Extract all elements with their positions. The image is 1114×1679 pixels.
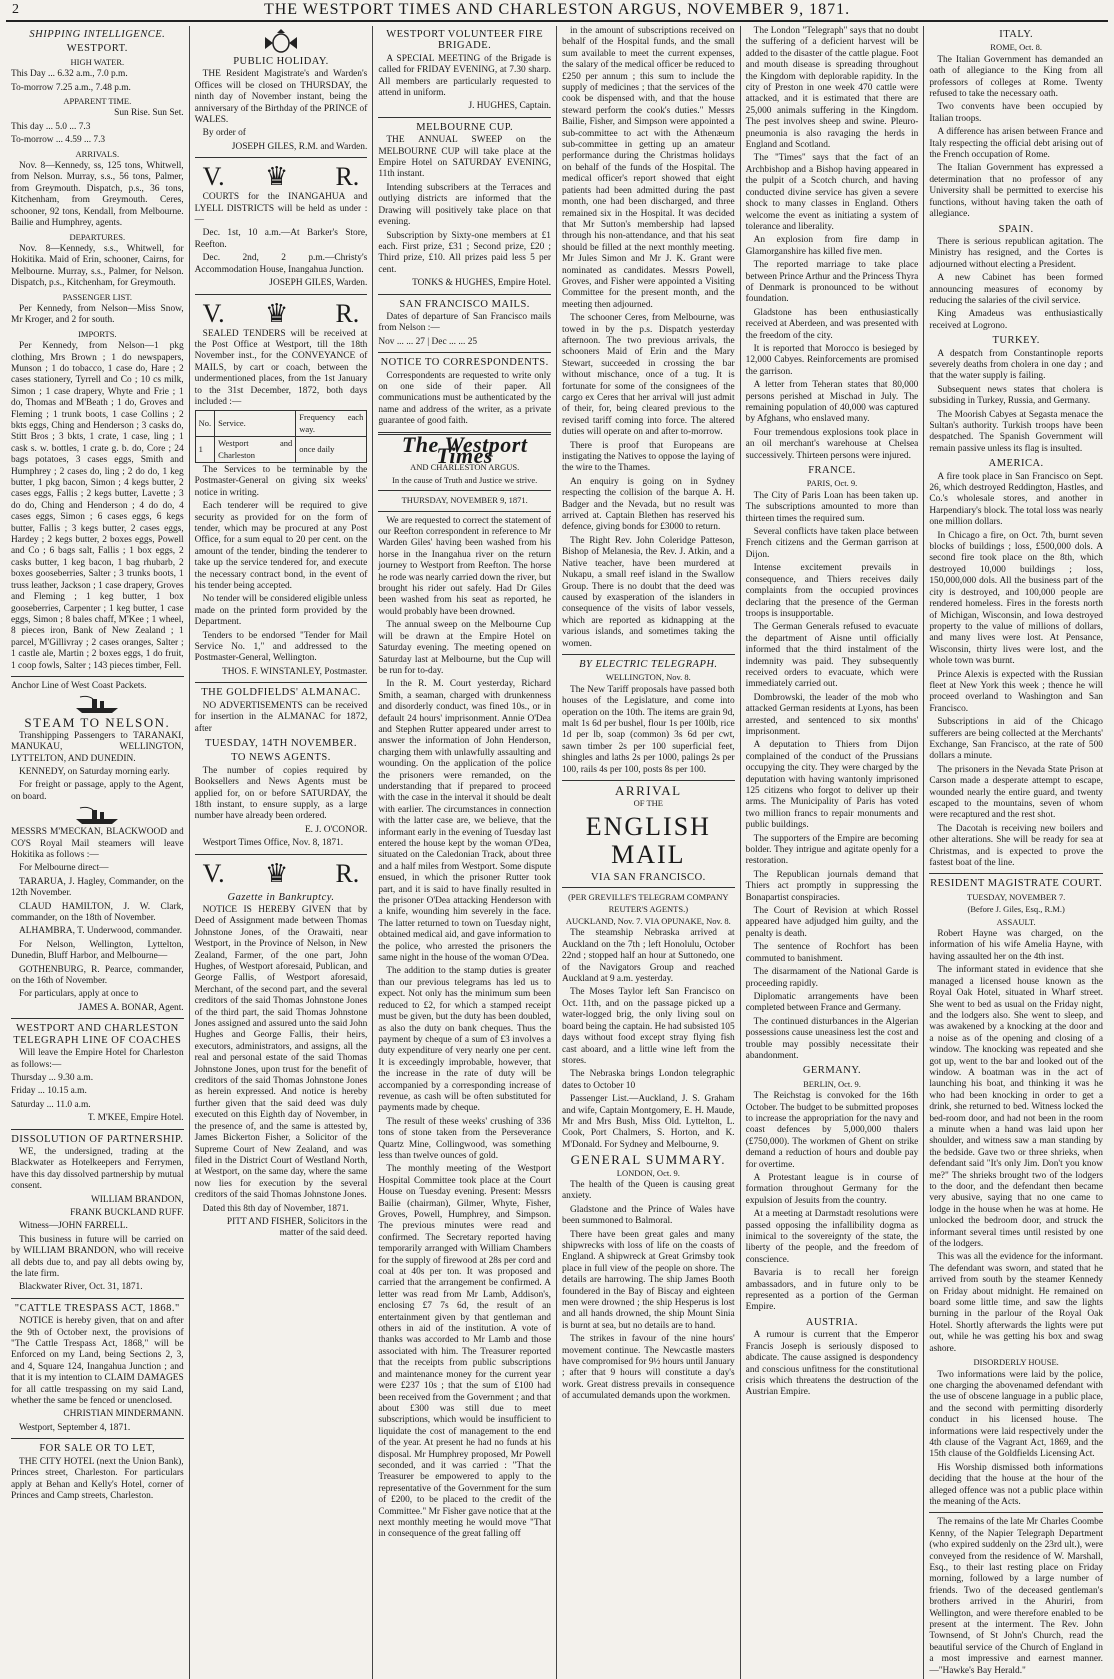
article-paragraph: The sentence of Rochfort has been commuted to banishment.	[745, 942, 919, 964]
ad-signature: JOSEPH GILES, R.M. and Warden.	[231, 141, 368, 152]
ad-text: Transhipping Passengers to TARANAKI, MANUKAU, WELLINGTON, LYTTELTON, AND DUNEDIN.	[11, 730, 184, 764]
ad-heading: STEAM TO NELSON.	[24, 715, 171, 731]
tide-row: This Day ... 6.32 a.m., 7.0 p.m.	[11, 69, 128, 80]
ad-text: Each tenderer will be required to give security as provided for on the form of tender, which may be procured at any Post Office, for a sum equal to 20 per cent. on the amount of the tender, binding the tenderer to take up the service tendered for, and execute the necessary contract bond, in the event of his tender being accepted.	[194, 501, 368, 592]
article-paragraph: It is reported that Morocco is besieged by 12,000 Cabyes. Reinforcements are promised the garrison.	[745, 343, 919, 377]
vr-left: V.	[202, 162, 225, 192]
article-paragraph: The "Times" says that the fact of an Archbishop and a Bishop having appeared in the pulpit of a Scotch church, and having conducted divine service has given a severe shock to many classes in England. Others welcome the event as initiating a system of tolerance and liberality.	[745, 153, 919, 232]
article-paragraph: The City of Paris Loan has been taken up. The subscriptions amounted to more than thirteen times the required sum.	[745, 490, 919, 524]
ad-heading: THE GOLDFIELDS' ALMANAC.	[201, 687, 361, 699]
departures-text: Nov. 8—Kennedy, s.s., Whitwell, for Hokitika. Maid of Erin, schooner, Cairns, for Melbourne. Murray, s.s., Palmer, for Nelson. Dispatch, p.s., Kitchenham, for Greymouth.	[11, 243, 184, 289]
article-paragraph: The strikes in favour of the nine hours' movement continue. The Newcastle masters have compromised for 9½ hours until January ; after that 9 hours will constitute a day's work. Great distress prevails in consequence of accumulated demands upon the workmen.	[562, 1334, 735, 1402]
ad-heading: PUBLIC HOLIDAY.	[233, 56, 329, 67]
columns	[6, 26, 1108, 1676]
article-paragraph: Prince Alexis is expected with the Russian fleet at New York this week ; thence he will proceed overland to Washington and San Francisco.	[929, 669, 1103, 714]
column-1	[6, 26, 190, 1679]
royal-crest-icon	[195, 29, 368, 53]
article-paragraph: Several conflicts have taken place between French citizens and the German garrison at Dijon.	[745, 527, 919, 560]
article-paragraph: Bavaria is to recall her foreign ambassadors, and in future only to be represented as a portion of the German Empire.	[745, 1268, 919, 1313]
sun-row: To-morrow ... 4.59 ... 7.3	[11, 135, 106, 146]
subheading: DISORDERLY HOUSE.	[973, 1357, 1059, 1368]
ad-text: Dates of departure of San Francisco mails from Nelson :—	[378, 311, 551, 334]
ad-text: This business in future will be carried on by WILLIAM BRANDON, who will receive all debts due to, and pay all debts owing by, the late firm.	[11, 1234, 184, 1279]
dateline: BERLIN, Oct. 9.	[803, 1078, 861, 1089]
coach-day: Saturday	[11, 1099, 45, 1110]
divider	[11, 1298, 184, 1299]
table-cell: once daily	[296, 437, 367, 463]
vr-monogram	[195, 299, 368, 329]
subheading: (PER GREVILLE'S TELEGRAM COMPANY REUTER'S AGENTS.)	[568, 892, 729, 914]
article-paragraph: in the amount of subscriptions received on behalf of the Hospital funds, and the small sum available to meet the current expenses, the salary of the medical officer be reduced to £250 per annum ; this sum to include the supply of medicines ; that the services of the cook be dispensed with, and that the house steward perform the cook's duties." Messrs Bailie, Fisher, and Simpson were appointed a sub-committee to act with the Athenæum sub-committee in getting up an amateur performance during the Christmas holidays on behalf of the funds of the Hospital. The medical officer's report showed that eight patients had been admitted during the past month, one had been discharged, and three remained six in the Hospital. It was decided that Mr Sutton's membership had lapsed through his non-attendance, and that his seat should be filled at the next monthly meeting. Mr Jules Simon and Mr J. K. Grant were nominated as candidates. Messrs Powell, Groves, and Fisher were appointed a Visiting Committee for the present month, and the meeting then adjourned.	[562, 26, 735, 310]
ad-text: THE Resident Magistrate's and Warden's Offices will be closed on THURSDAY, the ninth day of November instant, being the anniversary of the Birthday of the PRINCE of WALES.	[194, 69, 368, 126]
article-paragraph: The Italian Government has expressed a determination that no professor of any University shall be permitted to exercise his functions, without having taken the oath of allegiance.	[929, 163, 1103, 220]
divider	[195, 854, 368, 855]
ad-text: SEALED TENDERS will be received at the Post Office at Westport, till the 18th November inst., for the CONVEYANCE of MAILS, by cart or coach, between the undermentioned places, from the 1st January to the 31st December, 1872, both days included :—	[194, 328, 368, 407]
column-4	[557, 26, 741, 1679]
ad-heading: WESTPORT AND CHARLESTON TELEGRAPH LINE OF COACHES	[13, 1023, 182, 1046]
ad-signature: THOS. F. WINSTANLEY, Postmaster.	[222, 666, 368, 677]
article-paragraph: The Nebraska brings London telegraphic dates to October 10	[562, 1069, 735, 1091]
ad-heading: FOR SALE OR TO LET,	[39, 1443, 156, 1455]
newspaper-title: The Westport Times	[401, 431, 528, 468]
article-paragraph: The prisoners in the Nevada State Prison at Carson made a desperate attempt to escape, wounded nearly the entire guard, and twenty escaped to the mountains, seven of whom were recaptured and the rest shot.	[929, 764, 1103, 821]
article-paragraph: Dombrowski, the leader of the mob who attacked German residents at Lyons, has been arrested, and sentenced to six months' imprisonment.	[745, 692, 919, 737]
ad-text: For Melbourne direct—	[19, 863, 109, 874]
column-6	[924, 26, 1108, 1679]
article-paragraph: The addition to the stamp duties is greater than our previous telegrams has led us to expect. Not only has the minimum sum been reduced to £2, for which a stamped receipt must be given, but the duty has been doubled, as also the duty on bank cheques. Thus the payment by cheque of a sum of £3 involves a duty expenditure of very nearly one per cent. It is exceedingly improbable, however, that the increase in the rate of duty will be accompanied by a corresponding increase of revenue, as cash will be often substituted for payments made by cheque.	[378, 966, 551, 1114]
ad-text: The Services to be terminable by the Postmaster-General on giving six weeks' notice in writing.	[194, 464, 368, 498]
ad-text: A SPECIAL MEETING of the Brigade is called for FRIDAY EVENING, at 7.30 sharp. All members are particularly requested to attend in uniform.	[378, 53, 551, 99]
ad-text: For particulars, apply at once to	[19, 989, 139, 1000]
newspaper-motto: In the cause of Truth and Justice we strive.	[392, 474, 538, 485]
divider	[562, 654, 735, 655]
divider	[11, 1438, 184, 1439]
section-heading: RESIDENT MAGISTRATE COURT.	[930, 878, 1103, 890]
vr-left: V.	[202, 858, 225, 888]
article-paragraph: The Republican journals demand that Thiers act promptly in suppressing the Bonapartist conspiracies.	[745, 869, 919, 903]
dateline: WELLINGTON, Nov. 8.	[605, 672, 691, 683]
steamship-icon	[11, 805, 184, 825]
article-paragraph: Robert Hayne was charged, on the information of his wife Amelia Hayne, with having assaulted her on the 4th inst.	[929, 929, 1103, 962]
article-paragraph: The remains of the late Mr Charles Coombe Kenny, of the Napier Telegraph Department (who expired suddenly on the 23rd ult.), were conveyed from the residence of W. Marshall, Esq., to their last resting place on Friday morning, followed by a large number of friends. Two of the deceased gentleman's brothers arrived in the Ahuriri, from Wellington, and were therefore enabled to be present at the interment. The Rev. John Townsend, of St John's Church, read the beautiful service of the Church of England in a most impressive and earnest manner.—"Hawke's Bay Herald."	[929, 1517, 1103, 1676]
article-paragraph: The London "Telegraph" says that no doubt the suffering of a deficient harvest will be added to the disaster of the cattle plague. Foot and mouth disease is spreading throughout the Kingdom with deplorable rapidity. In the city of Preston in one week 470 cattle were attacked, and it is estimated that there are 25,000 animals suffering in the Kingdom. The pest involves sheep and swine. Pleuro-pneumonia is also ravaging the herds in England and Scotland.	[745, 26, 919, 151]
sun-row: This day ... 5.0 ... 7.3	[11, 121, 91, 132]
tide-row: To-morrow 7.25 a.m., 7.48 p.m.	[11, 82, 131, 93]
article-paragraph: The Moorish Cabyes at Segasta menace the Sultan's authority. Turkish troops have been despatched. The Spanish Government will remain passive unless its flag is insulted.	[929, 409, 1103, 454]
ad-text: Dec. 1st, 10 a.m.—At Barker's Store, Reefton.	[194, 228, 368, 250]
article-paragraph: The Reichstag is convoked for the 16th October. The budget to be submitted proposes to increase the appropriation for the navy and coast defences by 5,000,000 thalers (£750,000). The workmen of Ghent on strike demand a reduction of hours and double pay for overtime.	[745, 1091, 919, 1170]
ad-signature: PITT AND FISHER, Solicitors in the matter of the said deed.	[226, 1216, 368, 1239]
divider	[195, 157, 368, 158]
section-heading: GENERAL SUMMARY.	[570, 1152, 727, 1168]
article-paragraph: There is proof that Europeans are instigating the Natives to oppose the laying of the wire to the Thames.	[562, 440, 735, 474]
article-paragraph: A difference has arisen between France and Italy respecting the official debt arising out of the French occupation of Rome.	[929, 127, 1103, 161]
divider	[378, 117, 551, 118]
article-paragraph: The Italian Government has demanded an oath of allegiance to the King from all professors of colleges at Rome. Twenty refused to take the necessary oath.	[929, 54, 1103, 100]
article-paragraph: Passenger List.—Auckland, J. S. Graham and wife, Captain Montgomery, E. H. Maude, Mr and Mrs Bush, Miss Old. Lyttelton, L. Cook, Port Chalmers, S. Horton, and K. M'Donald. For Sydney and Melbourne, 9.	[562, 1094, 735, 1150]
ad-signature: J. HUGHES, Captain.	[468, 101, 551, 112]
ad-heading: SAN FRANCISCO MAILS.	[399, 298, 530, 310]
subheading: ASSAULT.	[996, 916, 1036, 927]
ad-text: NO ADVERTISEMENTS can be received for insertion in the ALMANAC for 1872, after	[194, 700, 368, 734]
article-paragraph: The informant stated in evidence that she managed a licensed house known as the Royal Oak Hotel, situated in Wharf street. She went to bed as usual on the Friday night, and the lodgers also. She went to sleep, and was awakened by a knocking at the door and a noise as of the opening and closing of a window. The knocking was repeated and she got up, went to the bar and looked out of the window. A boatman was in the act of launching his boat, and thinking it was he who had been knocking in order to get a drink, she returned to bed. Witness locked the bed-room door, and had not been in the room a minute when a hand was laid upon her shoulder, and witness saw a man standing by the bedside. Gave two or three shrieks, when defendant said "It's only Jim. Don't you know me?" The shrieks brought two of the lodgers to the door, and the defendant then became very abusive, saying that no one came to lodge in the house when he was at home. He unlocked the bedroom door, and struck the informant several times until resisted by one of the lodgers.	[929, 965, 1103, 1250]
article-paragraph: Four tremendous explosions took place in an oil merchant's warehouse at Chelsea successively. Thirteen persons were injured.	[745, 427, 919, 461]
ad-date: TUESDAY, 14TH NOVEMBER.	[204, 737, 358, 749]
article-paragraph: The reported marriage to take place between Prince Arthur and the Princess Thyra of Denmark is pronounced to be without foundation.	[745, 260, 919, 305]
article-paragraph: Gladstone and the Prince of Wales have been summoned to Balmoral.	[562, 1204, 735, 1227]
ad-date: Westport, September 4, 1871.	[19, 1422, 131, 1433]
article-paragraph: The New Tariff proposals have passed both houses of the Legislature, and come into operation on the 10th. The items are grain 9d, malt 1s 6d per bushel, flour 1s per 100lb, rice 1d per lb, soap (common) 3s 6d per cwt, sawn timber 2s per 100 superficial feet, shingles and laths 2s per 1000, palings 2s per 100, rails 4s per 100, posts 8s per 100.	[562, 684, 735, 775]
article-paragraph: There have been great gales and many shipwrecks with loss of life on the coasts of England. A shipwreck at Great Grimsby took place in full view of the people on shore. The details are harrowing. The ship James Booth foundered in the Bay of Biscay and eighteen men were drowned ; the ship Hesperus is lost and all hands drowned, the ship Mount Sinia is burnt at sea, but no details are to hand.	[562, 1229, 735, 1331]
table-cell: 1	[195, 437, 215, 463]
ad-text: WE, the undersigned, trading at the Blackwater as Hotelkeepers and Ferrymen, have this day dissolved partnership by mutual consent.	[11, 1146, 184, 1192]
coach-day: Thursday	[11, 1072, 47, 1083]
subheading: OF THE	[633, 798, 664, 809]
article-paragraph: His Worship dismissed both informations deciding that the house at the hour of the alleged offence was not a public place within the meaning of the Acts.	[929, 1462, 1103, 1507]
article-paragraph: An explosion from fire damp in Glamorganshire has killed five men.	[745, 235, 919, 257]
ad-text: NOTICE IS HEREBY GIVEN that by Deed of Assignment made between Thomas Johnstone Jones, of the Orawaiti, near Westport, in the Province of Nelson, in New Zealand, Farmer, of the one part, John Hughes, of Westport aforesaid, Publican, and George Fallis, of Westport aforesaid, Merchant, of the second part, and the several creditors of the said Thomas Johnstone Jones of the third part, the said Thomas Johnstone Jones assigned and assured unto the said John Hughes and George Fallis, their heirs, executors, administrators, and assigns, all the real and personal estate of the said Thomas Johnstone Jones, upon trust for the benefit of creditors of the said Thomas Johnstone Jones as herein expressed. And notice is hereby further given that the said deed was duly executed on this Eighth day of November, in the presence of, and the same is attested by, James Bickerton Fisher, a Solicitor of the Supreme Court of New Zealand, and was filed in the District Court of Westland North, at Westport, on the same day, where the same now lies for execution by the several creditors of the said Thomas Johnstone Jones.	[194, 904, 368, 1201]
article-paragraph: The continued disturbances in the Algerian possessions cause uneasiness lest the cost and trouble may possibly necessitate their abandonment.	[745, 1016, 919, 1061]
ad-text: For Nelson, Wellington, Lyttelton, Dunedin, Bluff Harbor, and Melbourne—	[11, 939, 184, 962]
page-number: 2	[12, 2, 19, 17]
section-heading: ARRIVAL	[615, 783, 682, 798]
column-5	[741, 26, 925, 1679]
ad-text: Subscription by Sixty-one members at £1 each. First prize, £31 ; Second prize, £20 ; Third prize, £10. All prizes paid less 5 per cent.	[378, 230, 551, 275]
ad-heading: WESTPORT VOLUNTEER FIRE BRIGADE.	[386, 29, 544, 52]
article-paragraph: Gladstone has been enthusiastically received at Aberdeen, and was presented with the freedom of the city.	[745, 307, 919, 341]
ad-line: Anchor Line of West Coast Packets.	[11, 680, 147, 691]
divider	[929, 873, 1103, 874]
divider	[929, 1512, 1103, 1513]
coach-time: 11.0 a.m.	[56, 1099, 91, 1110]
divider	[562, 780, 735, 781]
dateline: PARIS, Oct. 9.	[806, 478, 858, 489]
ad-text: THE ANNUAL SWEEP on the MELBOURNE CUP will take place at the Empire Hotel on SATURDAY EVENING, 11th instant.	[378, 135, 551, 180]
article-paragraph: Two convents have been occupied by Italian troops.	[929, 102, 1103, 124]
section-heading: FRANCE.	[808, 465, 856, 477]
divider	[11, 1129, 184, 1130]
article-paragraph: A new Cabinet has been formed announcing measures of economy by reducing the salaries of the civil service.	[929, 273, 1103, 306]
article-paragraph: There is serious republican agitation. The Ministry has resigned, and the Cortes is adjourned without electing a President.	[929, 236, 1103, 270]
article-paragraph: Subsequent news states that cholera is subsiding in Turkey, Russia, and Germany.	[929, 384, 1103, 407]
crown-icon: ♛	[265, 298, 289, 328]
table-header: Service.	[215, 411, 296, 437]
subheading: HIGH WATER.	[70, 56, 125, 67]
ad-text: No tender will be considered eligible unless made on the printed form provided by the Department.	[194, 594, 368, 628]
dateline: AUCKLAND, Nov. 7. VIA OPUNAKE, Nov. 8.	[565, 916, 731, 927]
ad-text: NOTICE is hereby given, that on and after the 9th of October next, the provisions of "The Cattle Trespass Act, 1868," will be Enforced on my Land, being Sections 2, 3, and 4, Square 124, Inangahua Junction ; and that it is my intention to CLAIM DAMAGES for all cattle trespassing on my said Land, whether the same be fenced or unenclosed.	[11, 1316, 184, 1407]
ad-date: Westport Times Office, Nov. 8, 1871.	[202, 838, 344, 849]
divider	[11, 676, 184, 677]
dateline: ROME, Oct. 8.	[990, 42, 1043, 53]
vr-monogram	[195, 162, 368, 192]
table-header-row	[195, 411, 367, 437]
steamship-icon	[11, 694, 184, 714]
ad-text: Dec. 2nd, 2 p.m.—Christy's Accommodation House, Inangahua Junction.	[194, 253, 368, 275]
crown-icon: ♛	[265, 858, 289, 888]
section-heading: WESTPORT.	[66, 43, 128, 55]
ad-heading: Gazette in Bankruptcy.	[227, 891, 335, 903]
ad-text: MESSRS M'MECKAN, BLACKWOOD and CO'S Royal Mail steamers will leave Hokitika as follows :—	[11, 827, 184, 860]
ad-signature: JAMES A. BONAR, Agent.	[78, 1002, 184, 1013]
subheading: APPARENT TIME.	[63, 96, 132, 107]
ad-text: KENNEDY, on Saturday morning early.	[19, 766, 170, 777]
divider	[378, 511, 551, 512]
ad-text: TARARUA, J. Hagley, Commander, on the 12th November.	[11, 876, 184, 899]
ad-text: Tenders to be endorsed "Tender for Mail Service No. 1," and addressed to the Postmaster-General, Wellington.	[194, 630, 368, 664]
crown-icon: ♛	[265, 162, 289, 192]
subheading: DEPARTURES.	[69, 231, 126, 242]
ad-text: CLAUD HAMILTON, J. W. Clark, commander, on the 18th of November.	[11, 901, 184, 924]
coach-row: Thursday ... 9.30 a.m.	[11, 1072, 94, 1083]
divider	[11, 1018, 184, 1019]
section-heading: BY ELECTRIC TELEGRAPH.	[579, 658, 718, 670]
table-cell: Westport and Charleston	[215, 437, 296, 463]
ad-text: COURTS for the INANGAHUA and LYELL DISTRICTS will be held as under :—	[194, 192, 368, 226]
ad-text: GOTHENBURG, R. Pearce, commander, on the 16th of November.	[11, 964, 184, 987]
article-paragraph: The Dacotah is receiving new boilers and other alterations. She will be ready for sea at Christmas, and is expected to prove the fastest boat of the line.	[929, 823, 1103, 869]
section-heading: ENGLISH MAIL	[585, 811, 711, 869]
article-paragraph: A rumour is current that the Emperor Francis Joseph is seriously disposed to abdicate. The cause assigned is despondency and conscious unfitness for the constitutional crisis which threatens the destruction of the Austrian Empire.	[745, 1330, 919, 1398]
article-paragraph: Diplomatic arrangements have been completed between France and Germany.	[745, 991, 919, 1014]
ad-text: The number of copies required by Booksellers and News Agents must be applied for, on or before SATURDAY, the 18th instant, to ensure supply, as a large number have already been ordered.	[194, 765, 368, 822]
article-paragraph: The Court of Revision at which Rossel appeared have adjudged him guilty, and the penalty is death.	[745, 906, 919, 939]
dateline: TUESDAY, NOVEMBER 7.	[967, 891, 1066, 902]
article-paragraph: In the R. M. Court yesterday, Richard Smith, a seaman, charged with drunkenness and disorderly conduct, was fined 10s., or in default 24 hours' imprisonment. Annie O'Dea and Stephen Rutter appeared under arrest to answer the information of John Henderson, charging them with unlawfully assaulting and wounding. On the application of the police the prisoners were remanded, on the understanding that if prepared to proceed with the case in the interval it should be dealt with earlier. The circumstances in connection with the latter case are, we believe, that the informant early in the evening of Tuesday last entered the house kept by the woman O'Dea, situated on the Caledonian Track, about three and a half miles from Westport. Some dispute ensued, in which the prisoner Rutter took part, and it is said to have finally resulted in the prisoner O'Dea attacking Henderson with a knife, wounding him severely in the face. The latter returned to town on Tuesday night, obtained medical aid, and gave information to the police, who arrested the prisoners the same night in the house of the woman O'Dea.	[378, 679, 551, 964]
arrivals-text: Nov. 8—Kennedy, ss, 125 tons, Whitwell, from Nelson. Murray, s.s., 56 tons, Palmer, from Greymouth. Dispatch, p.s., 36 tons, Kitchenham, from Greymouth. Ceres, schooner, 92 tons, Kendall, from Melbourne. Bailie and Humphrey, agents.	[11, 161, 184, 229]
divider	[562, 887, 735, 888]
column-3	[373, 26, 557, 1679]
ad-text: Correspondents are requested to write only on one side of their paper. All communications must be authenticated by the name and address of the writer, as a private guarantee of good faith.	[378, 370, 551, 427]
article-paragraph: An enquiry is going on in Sydney respecting the collision of the barque A. H. Badger and the Nevada, but no result was arrived at. Captain Blethen has reserved his defence, giving bonds for £3000 to return.	[562, 476, 735, 533]
tender-table	[195, 410, 368, 463]
article-paragraph: King Amadeus was enthusiastically received at Logrono.	[929, 309, 1103, 331]
section-heading: SHIPPING INTELLIGENCE.	[29, 29, 166, 40]
vr-right: R.	[335, 298, 360, 328]
coach-row: Friday ... 10.15 a.m.	[11, 1086, 87, 1097]
ad-date: Dated this 8th day of November, 1871.	[202, 1203, 349, 1214]
article-paragraph: At a meeting at Darmstadt resolutions were passed opposing the infallibility dogma as inimical to the sovereignty of the state, the liberty of the people, and the freedom of conscience.	[745, 1209, 919, 1265]
divider	[378, 352, 551, 353]
column-2	[190, 26, 374, 1679]
section-heading: GERMANY.	[802, 1065, 862, 1077]
ad-text: Will leave the Empire Hotel for Charleston as follows:—	[11, 1048, 184, 1070]
article-paragraph: The steamship Nebraska arrived at Auckland on the 7th ; left Honolulu, October 22nd ; stopped half an hour at Suttonedo, one of the Navigators Group and reached Auckland at 9 a.m. yesterday.	[562, 928, 735, 985]
coach-row: Saturday ... 11.0 a.m.	[11, 1099, 91, 1110]
imports-text: Per Kennedy, from Nelson—1 pkg clothing, Mrs Brown ; 1 do newspapers, Munson ; 1 do tobacco, 1 case do, Hare ; 2 cases stationery, Tyrrell and Co ; 10 cs milk, Simon ; 1 case drapery, Whyte and Frie ; 1 do, Thomas and M'Beath ; 1 do, Groves and Fleming ; 1 trunk boots, 1 case Collins ; 2 bkts eggs, Ching and Henderson ; 3 casks do, Stitt Bros ; 3 bkts, 1 crate, 1 case, ling ; 1 cask s. w. bottles, 1 crate g. b. do, Core ; 24 bags potatoes, 3 cases eggs, Smith and Humphrey ; 2 cases do, ling ; 2 do do, 1 keg butter, 1 pkg bacon, Simon ; 4 kegs butter, 2 cases eggs, Fallis ; 2 kegs butter, Lavette ; 3 do do, Ching and Henderson ; 4 do do, 4 cases eggs, Simon ; 6 cases eggs, 6 kegs butter, Fallis ; 3 kegs butter, 2 cases eggs, Hardey ; 2 kegs butter, 2 boxes eggs, Powell and Co ; 6 bags salt, Fallis ; 1 box eggs, 2 casks butter, 1 keg bacon, 1 bag rhubarb, 2 boxes gooseberries, Salter ; 3 trunks boots, 1 truss leather, Jackson ; 1 case drapery, Groves and Fleming ; 1 keg butter, 1 box gooseberries, Carpenter ; 1 keg butter, 1 case eggs, Simon ; 8 bales chaff, M'Kee ; 1 wheel, 8 pieces iron, Bank of New Zealand ; 1 parcel, M'Gillivray ; 2 cases oranges, Salter ; 1 castle ale, Martin ; 2 boxes eggs, 1 do fruit, 1 coop fowls, Salter ; 143 pieces timber, Fell.	[11, 341, 184, 671]
article-paragraph: This was all the evidence for the informant. The defendant was sworn, and stated that he arrived from south by the steamer Kennedy on Friday about midnight. He remained on board some little time, and saw the lights burning in the parlour of the Royal Oak Hotel. Shortly afterwards the lights were put out, while he was getting his box and swag ashore.	[929, 1252, 1103, 1354]
subheading: (Before J. Giles, Esq., R.M.)	[967, 904, 1065, 915]
ad-heading: "CATTLE TRESPASS ACT, 1868."	[14, 1302, 180, 1314]
page-title: THE WESTPORT TIMES AND CHARLESTON ARGUS, NOVEMBER 9, 1871.	[263, 1, 851, 18]
ad-signature: JOSEPH GILES, Warden.	[269, 278, 368, 289]
article-paragraph: The result of these weeks' crushing of 336 tons of stone taken from the Perseverance Quartz Mine, Collingwood, was something less than twelve ounces of gold.	[378, 1116, 551, 1161]
article-paragraph: The supporters of the Empire are becoming bolder. They intrigue and agitate openly for a restoration.	[745, 833, 919, 867]
article-paragraph: The health of the Queen is causing great anxiety.	[562, 1179, 735, 1202]
section-heading: SPAIN.	[998, 223, 1034, 235]
section-heading: AMERICA.	[988, 458, 1044, 470]
article-paragraph: A despatch from Constantinople reports severely deaths from cholera in one day ; and that the water supply is failing.	[929, 348, 1103, 382]
masthead	[6, 0, 1108, 22]
divider	[195, 682, 368, 683]
ad-signature: WILLIAM BRANDON,	[90, 1194, 184, 1205]
section-heading: TURKEY.	[992, 335, 1040, 347]
table-row	[195, 437, 367, 463]
article-paragraph: A deputation to Thiers from Dijon complained of the conduct of the Prussians occupying the city. They were charged by the deputation with having wantonly imprisoned 125 citizens who forgot to deliver up their arms. The Municipality of Paris has voted two million francs to repair monuments and public buildings.	[745, 740, 919, 831]
coach-time: 9.30 a.m.	[58, 1072, 94, 1083]
ad-text: Witness—JOHN FARRELL.	[19, 1221, 128, 1232]
table-header: No.	[195, 411, 215, 437]
article-paragraph: The annual sweep on the Melbourne Cup will be drawn at the Empire Hotel on Saturday evening. The meeting opened on Saturday last at Melbourne, but the Cup will be run for to-day.	[378, 620, 551, 676]
article-paragraph: The schooner Ceres, from Melbourne, was towed in by the p.s. Dispatch yesterday afternoon. The two previous arrivals, the schooners Maid of Erin and the Mary Stewart, succeeded in crossing the bar without mischance, once of a tug. It is fortunate for some of the consignees of the cargo ex Ceres that her arrival will just admit of their, for, being cleared previous to the revised tariff coming into force. The altered duties will operate on and after to-morrow.	[562, 313, 735, 438]
divider	[378, 490, 551, 491]
article-paragraph: We are requested to correct the statement of our Reefton correspondent in reference to Mr Warden Giles' having been washed from his horse in the Inangahua river on the return journey to Westport from Reefton. The horse he rode was nearly carried down the river, but brought his rider out safely. Had Dr Giles been washed from his seat as reported, he would probably have been drowned.	[378, 515, 551, 617]
article-paragraph: A fire took place in San Francisco on Sept. 26, which destroyed Reddington, Hastles, and Co.'s wholesale stores, and another in Harpendiary's block. The total loss was nearly one million dollars.	[929, 471, 1103, 528]
article-paragraph: The Right Rev. John Coleridge Patteson, Bishop of Melanesia, the Rev. J. Atkin, and a Native teacher, have been murdered at Nukapu, a small reef island in the Swallow Group. There is no doubt that the deed was caused by exasperation of the islanders in consequence of the visits of labor vessels, which are reported as kidnapping at the various islands, and sometimes taking the women.	[562, 535, 735, 649]
ad-heading: TO NEWS AGENTS.	[231, 752, 331, 764]
article-paragraph: The disarmament of the National Garde is proceeding rapidly.	[745, 967, 919, 989]
ad-signature: T. M'KEE, Empire Hotel.	[87, 1113, 184, 1124]
newspaper-subtitle: AND CHARLESTON ARGUS.	[410, 462, 520, 473]
vr-monogram	[195, 859, 368, 889]
coach-time: 10.15 a.m.	[47, 1086, 87, 1097]
article-paragraph: The Moses Taylor left San Francisco on Oct. 11th, and on the passage picked up a water-logged brig, the only living soul on board being the captain. He had subsisted 105 days without food except stray flying fish cast aboard, and a little wine left from the stores.	[562, 987, 735, 1066]
ad-text: Nov ... ... 27 | Dec ... ... 25	[378, 336, 478, 347]
section-heading: AUSTRIA.	[805, 1316, 859, 1328]
article-paragraph: Two informations were laid by the police, one charging the abovenamed defendant with the use of obscene language in a public place, and the second with permitting disorderly conduct in his licensed house. The informations were laid respectively under the 4th clause of the Vagrant Act, 1869, and the 15th clause of the Goldfields Licensing Act.	[929, 1369, 1103, 1460]
vr-left: V.	[202, 298, 225, 328]
ad-heading: NOTICE TO CORRESPONDENTS.	[380, 357, 549, 369]
ad-signature: FRANK BUCKLAND RUFF.	[70, 1207, 184, 1218]
divider	[195, 294, 368, 295]
ad-text: ALHAMBRA, T. Underwood, commander.	[19, 926, 182, 937]
article-paragraph: The monthly meeting of the Westport Hospital Committee took place at the Court House on Tuesday evening. Present: Messrs Bailie (chairman), Gilmer, Whyte, Fisher, Groves, Powell, Humphrey, and Simpson. The previous minutes were read and confirmed. The Secretary reported having temporarily arranged with William Chambers for the supply of firewood at 28s per cord and coal at 40s per ton. It was proposed and carried that the arrangement be confirmed. A letter was read from Mr Lamb, Addison's, enclosing £7 7s 6d, the result of an entertainment given by that gentleman and others in aid of the institution. A vote of thanks was accorded to Mr Lamb and those associated with him. The Treasurer reported that the receipts from public subscriptions and maintenance money for the current year were £237 10s ; that the sum of £100 had been received from the Government ; and that about £300 was still due to meet subscriptions, which would be insufficient to liquidate the cost of management to the end of the year. At present he had no funds at his disposal. Mr Humphrey proposed, Mr Powell seconded, and it was carried : "That the Treasurer be empowered to apply to the representative of the Government for the sum of £200, to be placed to the credit of the Committee." Mr Fisher gave notice that at the next monthly meeting he would move "That in consequence of the great falling off	[378, 1164, 551, 1540]
ad-date: Blackwater River, Oct. 31, 1871.	[19, 1282, 143, 1293]
article-paragraph: A Protestant league is in course of formation throughout Germany for the expulsion of Jesuits from the country.	[745, 1173, 919, 1206]
vr-right: R.	[335, 858, 360, 888]
ad-text: For freight or passage, apply to the Agent, on board.	[11, 780, 184, 802]
coach-day: Friday	[11, 1086, 36, 1097]
ad-text: THE CITY HOTEL (next the Union Bank), Princes street, Charleston. For particulars apply at Behan and Kelly's Hotel, corner of Princes and Camp streets, Charleston.	[11, 1456, 184, 1501]
article-paragraph: In Chicago a fire, on Oct. 7th, burnt seven blocks of buildings ; loss, £500,000 dols. A second fire took place on the 8th, which destroyed 10,000 buildings ; loss, 150,000,000 dols. All the business part of the city is destroyed, and 100,000 people are rendered homeless. Fires in the forests north of Michigan, Wisconsin, and Iowa destroyed property to the value of millions of dollars, and many lives were lost. At Pensance, Wisconsin, thirty lives were lost, and the whole town was burnt.	[929, 530, 1103, 667]
article-paragraph: A letter from Teheran states that 80,000 persons perished at Mischad in July. The remaining population of 40,000 was captured by Afghans, who enslaved many.	[745, 380, 919, 425]
ad-heading: DISSOLUTION OF PARTNERSHIP.	[11, 1133, 184, 1145]
ad-heading: MELBOURNE CUP.	[416, 121, 514, 133]
passenger-text: Per Kennedy, from Nelson—Miss Snow, Mr Kroger, and 2 for south.	[11, 303, 184, 326]
subheading: PASSENGER LIST.	[62, 291, 133, 302]
dateline: LONDON, Oct. 9.	[616, 1167, 680, 1178]
subheading: VIA SAN FRANCISCO.	[590, 871, 706, 883]
newspaper-date: THURSDAY, NOVEMBER 9, 1871.	[401, 495, 528, 506]
article-paragraph: Intense excitement prevails in consequence, and Thiers receives daily complaints from the occupied provinces declaring that the presence of the German troops is insupportable.	[745, 563, 919, 619]
subheading: IMPORTS.	[78, 328, 117, 339]
divider	[378, 294, 551, 295]
article-paragraph: The German Generals refused to evacuate the department of Aisne until officially informed that the third instalment of the indemnity was paid. They subsequently received orders to evacuate, which were immediately carried out.	[745, 622, 919, 690]
ad-signature: TONKS & HUGHES, Empire Hotel.	[412, 278, 551, 289]
sun-header: Sun Rise. Sun Set.	[114, 108, 184, 119]
vr-right: R.	[335, 162, 360, 192]
ad-signature: CHRISTIAN MINDERMANN.	[63, 1409, 184, 1420]
subheading: ARRIVALS.	[75, 148, 120, 159]
article-paragraph: Subscriptions in aid of the Chicago sufferers are being collected at the Merchants' Exchange, San Francisco, at the rate of 500 dollars a minute.	[929, 717, 1103, 762]
ad-text: Intending subscribers at the Terraces and outlying districts are informed that the Drawing will positively take place on that evening.	[378, 182, 551, 228]
table-header: Frequency each way.	[296, 411, 367, 437]
section-heading: ITALY.	[999, 29, 1034, 40]
ad-signature: E. J. O'CONOR.	[304, 824, 368, 835]
ad-text: By order of	[202, 128, 246, 139]
